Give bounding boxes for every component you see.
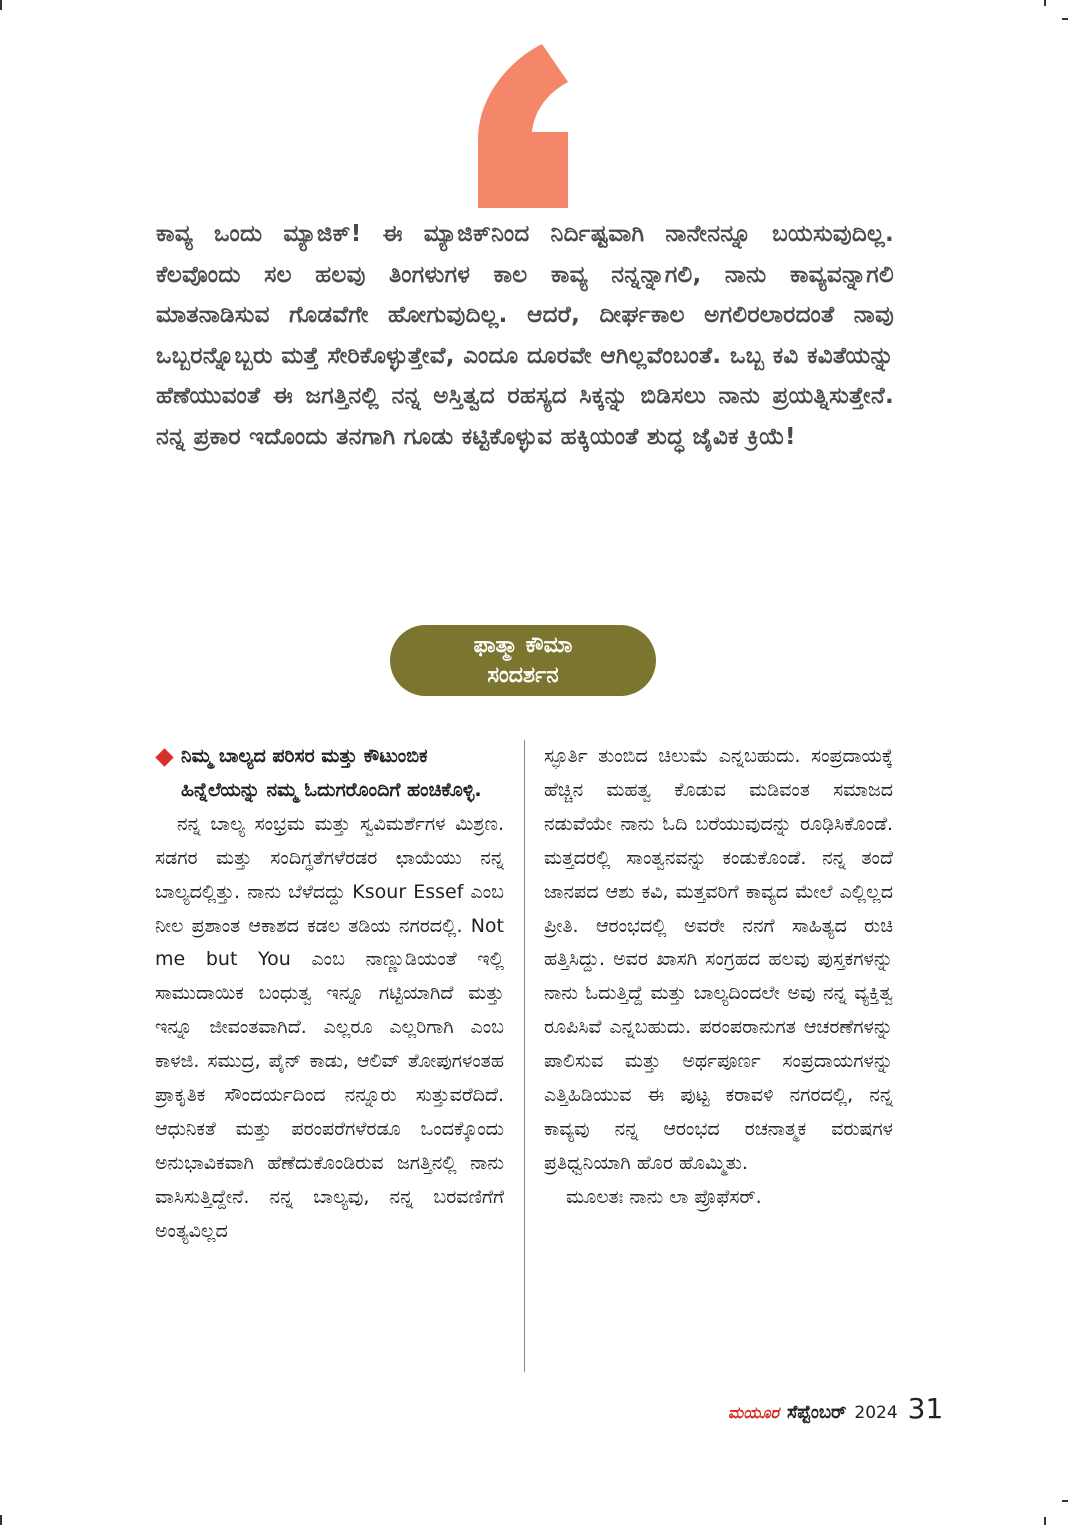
pull-quote: ಕಾವ್ಯ ಒಂದು ಮ್ಯಾಜಿಕ್! ಈ ಮ್ಯಾಜಿಕ್‌ನಿಂದ ನಿರ್ದಿಷ್ಟವಾಗಿ ನಾನೇನನ್ನೂ ಬಯಸುವುದಿಲ್ಲ. ಕೆಲವೊಂದು ಸಲ ಹಲವು ತಿಂಗಳುಗಳ ಕಾಲ ಕಾವ್ಯ ನನ್ನನ್ನಾಗಲಿ, ನಾನು ಕಾವ್ಯವನ್ನಾಗಲಿ ಮಾತನಾಡಿಸುವ ಗೊಡವೆಗೇ ಹೋಗುವುದಿಲ್ಲ. ಆದರೆ, ದೀರ್ಘಕಾಲ ಅಗಲಿರಲಾರದಂತೆ ನಾವು ಒಬ್ಬರನ್ನೊಬ್ಬರು ಮತ್ತೆ ಸೇರಿಕೊಳ್ಳುತ್ತೇವೆ, ಎಂದೂ ದೂರವೇ ಆಗಿಲ್ಲವೆಂಬಂತೆ. ಒಬ್ಬ ಕವಿ ಕವಿತೆಯನ್ನು ಹೆಣೆಯುವಂತೆ ಈ ಜಗತ್ತಿನಲ್ಲಿ ನನ್ನ ಅಸ್ತಿತ್ವದ ರಹಸ್ಯದ ಸಿಕ್ಕನ್ನು ಬಿಡಿಸಲು ನಾನು ಪ್ರಯತ್ನಿಸುತ್ತೇನೆ. ನನ್ನ ಪ್ರಕಾರ ಇದೊಂದು ತನಗಾಗಿ ಗೂಡು ಕಟ್ಟಿಕೊಳ್ಳುವ ಹಕ್ಕಿಯಂತೆ ಶುದ್ಧ ಜೈವಿಕ ಕ್ರಿಯೆ! bbox=[156, 221, 894, 450]
answer-paragraph-next: ಮೂಲತಃ ನಾನು ಲಾ ಪ್ರೊಫೆಸರ್. bbox=[566, 1185, 762, 1208]
diamond-bullet-icon bbox=[155, 748, 173, 766]
crop-mark bbox=[0, 1515, 2, 1525]
article-column-left bbox=[155, 740, 504, 1249]
interview-badge bbox=[390, 625, 656, 696]
crop-mark bbox=[0, 0, 2, 10]
page-footer bbox=[728, 1392, 943, 1425]
question-text: ನಿಮ್ಮ ಬಾಲ್ಯದ ಪರಿಸರ ಮತ್ತು ಕೌಟುಂಬಿಕ ಹಿನ್ನೆಲೆಯನ್ನು ನಮ್ಮ ಓದುಗರೊಂದಿಗೆ ಹಂಚಿಕೊಳ್ಳಿ. bbox=[181, 745, 482, 801]
crop-mark bbox=[1062, 1500, 1068, 1502]
interview-label: ಸಂದರ್ಶನ bbox=[487, 662, 559, 688]
page-number: 31 bbox=[907, 1392, 944, 1425]
answer-paragraph: ನನ್ನ ಬಾಲ್ಯ ಸಂಭ್ರಮ ಮತ್ತು ಸ್ವವಿಮರ್ಶೆಗಳ ಮಿಶ್ರಣ. ಸಡಗರ ಮತ್ತು ಸಂದಿಗ್ಧತೆಗಳೆರಡರ ಛಾಯೆಯು ನನ್ನ ಬಾಲ್ಯದಲ್ಲಿತ್ತು. ನಾನು ಬೆಳೆದದ್ದು Ksour Essef ಎಂಬ ನೀಲ ಪ್ರಶಾಂತ ಆಕಾಶದ ಕಡಲ ತಡಿಯ ನಗರದಲ್ಲಿ. Not me but You ಎಂಬ ನಾಣ್ಣುಡಿಯಂತೆ ಇಲ್ಲಿ ಸಾಮುದಾಯಿಕ ಬಂಧುತ್ವ ಇನ್ನೂ ಗಟ್ಟಿಯಾಗಿದೆ ಮತ್ತು ಇನ್ನೂ ಜೀವಂತವಾಗಿದೆ. ಎಲ್ಲರೂ ಎಲ್ಲರಿಗಾಗಿ ಎಂಬ ಕಾಳಜಿ. ಸಮುದ್ರ, ಪೈನ್ ಕಾಡು, ಆಲಿವ್ ತೋಪುಗಳಂತಹ ಪ್ರಾಕೃತಿಕ ಸೌಂದರ್ಯದಿಂದ ನನ್ನೂರು ಸುತ್ತುವರೆದಿದೆ. ಆಧುನಿಕತೆ ಮತ್ತು ಪರಂಪರೆಗಳೆರಡೂ ಒಂದಕ್ಕೊಂದು ಅನುಭಾವಿಕವಾಗಿ ಹೆಣೆದುಕೊಂಡಿರುವ ಜಗತ್ತಿನಲ್ಲಿ ನಾನು ವಾಸಿಸುತ್ತಿದ್ದೇನೆ. ನನ್ನ ಬಾಲ್ಯವು, ನನ್ನ ಬರವಣಿಗೆಗೆ ಅಂತ್ಯವಿಲ್ಲದ bbox=[155, 812, 504, 1242]
interviewee-name: ಫಾತ್ಮಾ ಕೌಮಾ bbox=[473, 632, 573, 658]
interview-question bbox=[155, 740, 504, 808]
column-divider bbox=[524, 740, 525, 1372]
answer-paragraph-continued: ಸ್ಫೂರ್ತಿ ತುಂಬಿದ ಚಿಲುಮೆ ಎನ್ನಬಹುದು. ಸಂಪ್ರದಾಯಕ್ಕೆ ಹೆಚ್ಚಿನ ಮಹತ್ವ ಕೊಡುವ ಮಡಿವಂತ ಸಮಾಜದ ನಡುವೆಯೇ ನಾನು ಓದಿ ಬರೆಯುವುದನ್ನು ರೂಢಿಸಿಕೊಂಡೆ. ಮತ್ತದರಲ್ಲಿ ಸಾಂತ್ವನವನ್ನು ಕಂಡುಕೊಂಡೆ. ನನ್ನ ತಂದೆ ಜಾನಪದ ಆಶು ಕವಿ, ಮತ್ತವರಿಗೆ ಕಾವ್ಯದ ಮೇಲೆ ಎಲ್ಲಿಲ್ಲದ ಪ್ರೀತಿ. ಆರಂಭದಲ್ಲಿ ಅವರೇ ನನಗೆ ಸಾಹಿತ್ಯದ ರುಚಿ ಹತ್ತಿಸಿದ್ದು. ಅವರ ಖಾಸಗಿ ಸಂಗ್ರಹದ ಹಲವು ಪುಸ್ತಕಗಳನ್ನು ನಾನು ಓದುತ್ತಿದ್ದೆ ಮತ್ತು ಬಾಲ್ಯದಿಂದಲೇ ಅವು ನನ್ನ ವ್ಯಕ್ತಿತ್ವ ರೂಪಿಸಿವೆ ಎನ್ನಬಹುದು. ಪರಂಪರಾನುಗತ ಆಚರಣೆಗಳನ್ನು ಪಾಲಿಸುವ ಮತ್ತು ಅರ್ಥಪೂರ್ಣ ಸಂಪ್ರದಾಯಗಳನ್ನು ಎತ್ತಿಹಿಡಿಯುವ ಈ ಪುಟ್ಟ ಕರಾವಳಿ ನಗರದಲ್ಲಿ, ನನ್ನ ಕಾವ್ಯವು ನನ್ನ ಆರಂಭದ ರಚನಾತ್ಮಕ ವರುಷಗಳ ಪ್ರತಿಧ್ವನಿಯಾಗಿ ಹೊರ ಹೊಮ್ಮಿತು. bbox=[544, 745, 893, 1174]
crop-mark bbox=[1044, 1517, 1046, 1525]
magazine-brand: ಮಯೂರ bbox=[728, 1403, 780, 1422]
crop-mark bbox=[1044, 0, 1046, 6]
crop-mark bbox=[1062, 18, 1068, 20]
issue-month: ಸೆಪ್ಟೆಂಬರ್ bbox=[787, 1402, 847, 1423]
issue-year: 2024 bbox=[854, 1403, 898, 1423]
article-column-right bbox=[544, 740, 893, 1215]
opening-quote-icon bbox=[474, 44, 578, 208]
